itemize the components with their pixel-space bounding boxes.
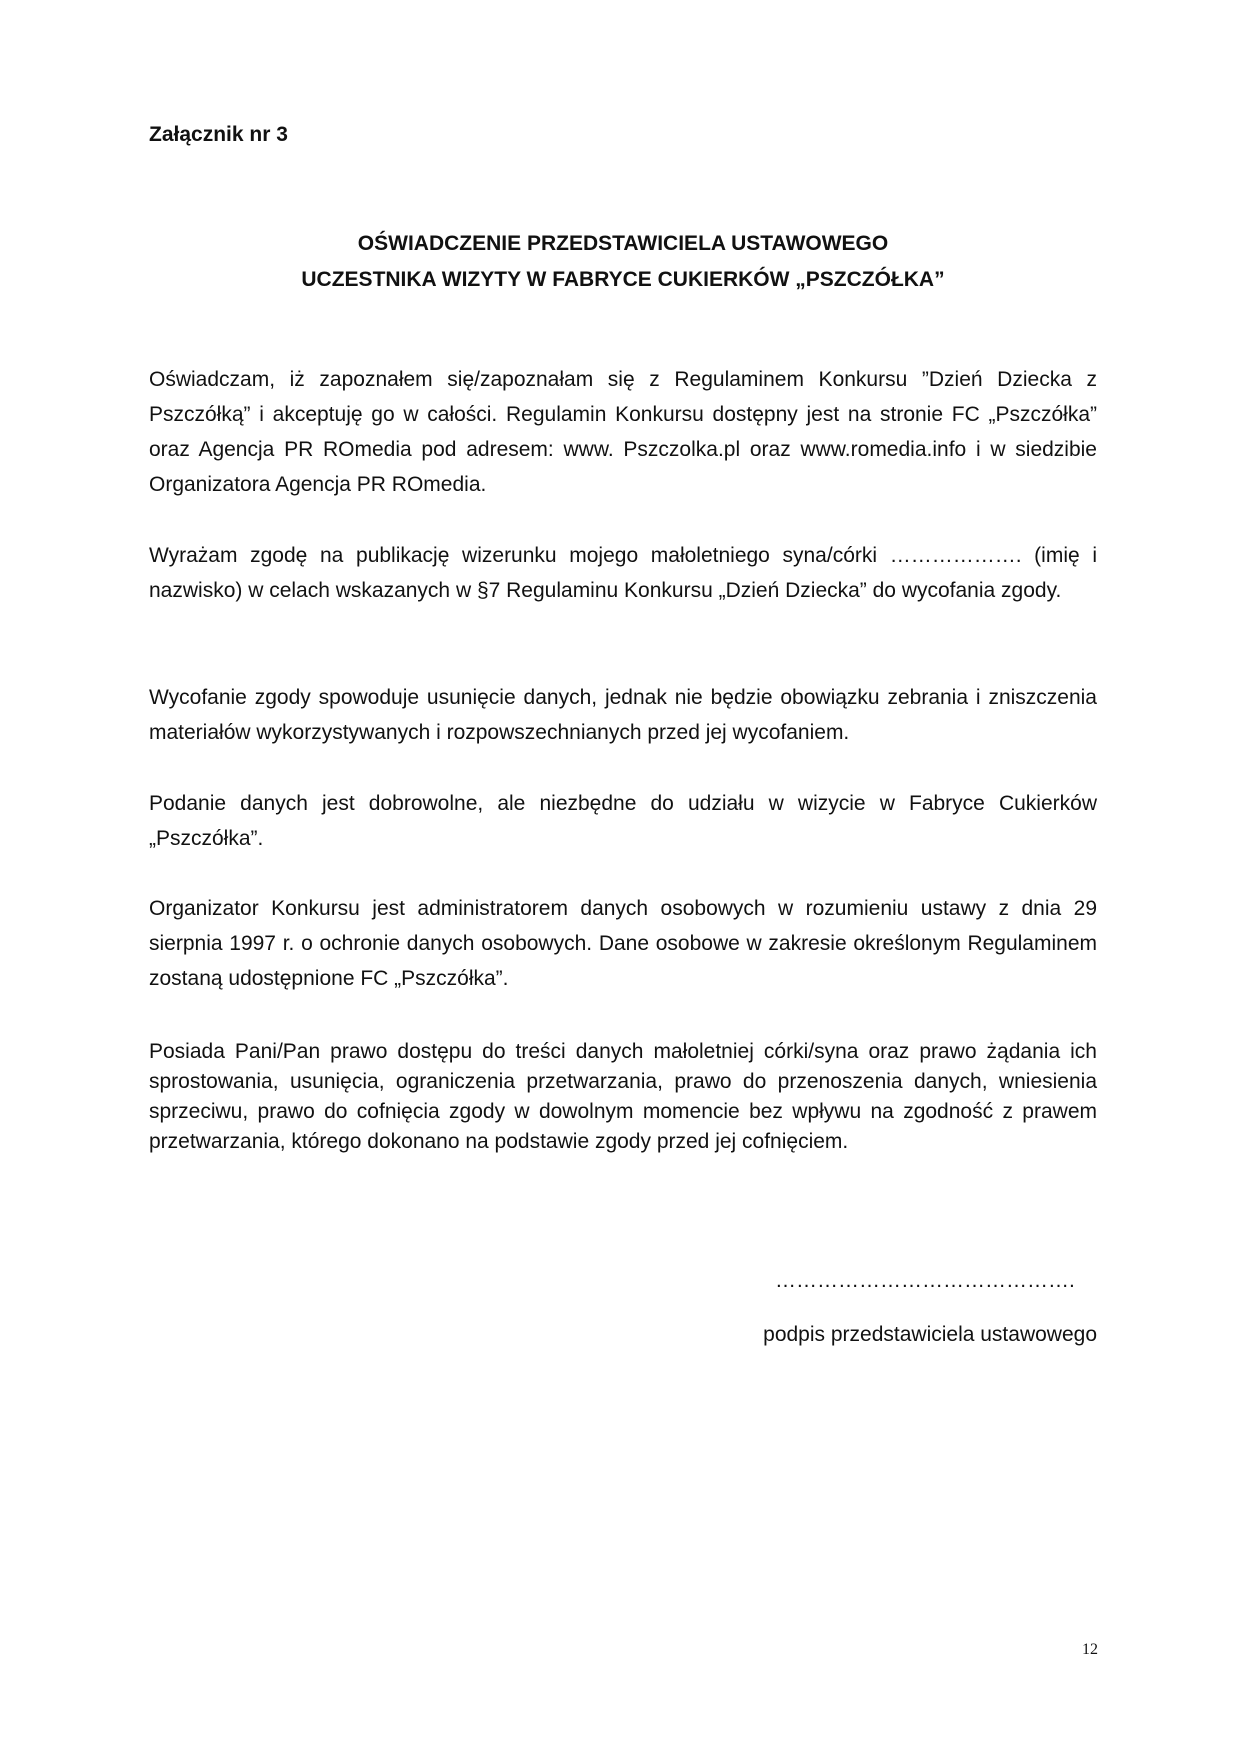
paragraph-voluntary-data: Podanie danych jest dobrowolne, ale niezbędne do udziału w wizycie w Fabryce Cukierków „Pszczółka”.	[149, 792, 1097, 850]
signature-label: podpis przedstawiciela ustawowego	[763, 1323, 1097, 1346]
paragraph-consent-withdrawal: Wycofanie zgody spowoduje usunięcie danych, jednak nie będzie obowiązku zebrania i zniszczenia materiałów wykorzystywanych i rozpowszechnianych przed jej wycofaniem.	[149, 686, 1097, 744]
annex-label: Załącznik nr 3	[149, 123, 288, 146]
paragraph-data-administrator: Organizator Konkursu jest administratorem danych osobowych w rozumieniu ustawy z dnia 29 sierpnia 1997 r. o ochronie danych osobowych. Dane osobowe w zakresie określonym Regulaminem zostaną udostępnione FC „Pszczółka”.	[149, 897, 1097, 990]
title-line-2: UCZESTNIKA WIZYTY W FABRYCE CUKIERKÓW „PSZCZÓŁKA”	[301, 268, 945, 291]
signature-line: …………………………………….	[775, 1269, 1075, 1292]
paragraph-regulations-acceptance: Oświadczam, iż zapoznałem się/zapoznałam się z Regulaminem Konkursu ”Dzień Dziecka z Pszczółką” i akceptuję go w całości. Regulamin Konkursu dostępny jest na stronie FC „Pszczółka” oraz Agencja PR ROmedia pod adresem: www. Pszczolka.pl oraz www.romedia.info i w siedzibie Organizatora Agencja PR ROmedia.	[149, 368, 1097, 496]
document-title	[149, 226, 1097, 298]
title-line-1: OŚWIADCZENIE PRZEDSTAWICIELA USTAWOWEGO	[357, 232, 889, 255]
paragraph-image-consent: Wyrażam zgodę na publikację wizerunku mojego małoletniego syna/córki ………………. (imię i nazwisko) w celach wskazanych w §7 Regulaminu Konkursu „Dzień Dziecka” do wycofania zgody.	[149, 544, 1097, 602]
page-number: 12	[1082, 1641, 1098, 1658]
paragraph-data-rights: Posiada Pani/Pan prawo dostępu do treści danych małoletniej córki/syna oraz prawo żądania ich sprostowania, usunięcia, ograniczenia przetwarzania, prawo do przenoszenia danych, wniesienia sprzeciwu, prawo do cofnięcia zgody w dowolnym momencie bez wpływu na zgodność z prawem przetwarzania, którego dokonano na podstawie zgody przed jej cofnięciem.	[149, 1040, 1097, 1153]
